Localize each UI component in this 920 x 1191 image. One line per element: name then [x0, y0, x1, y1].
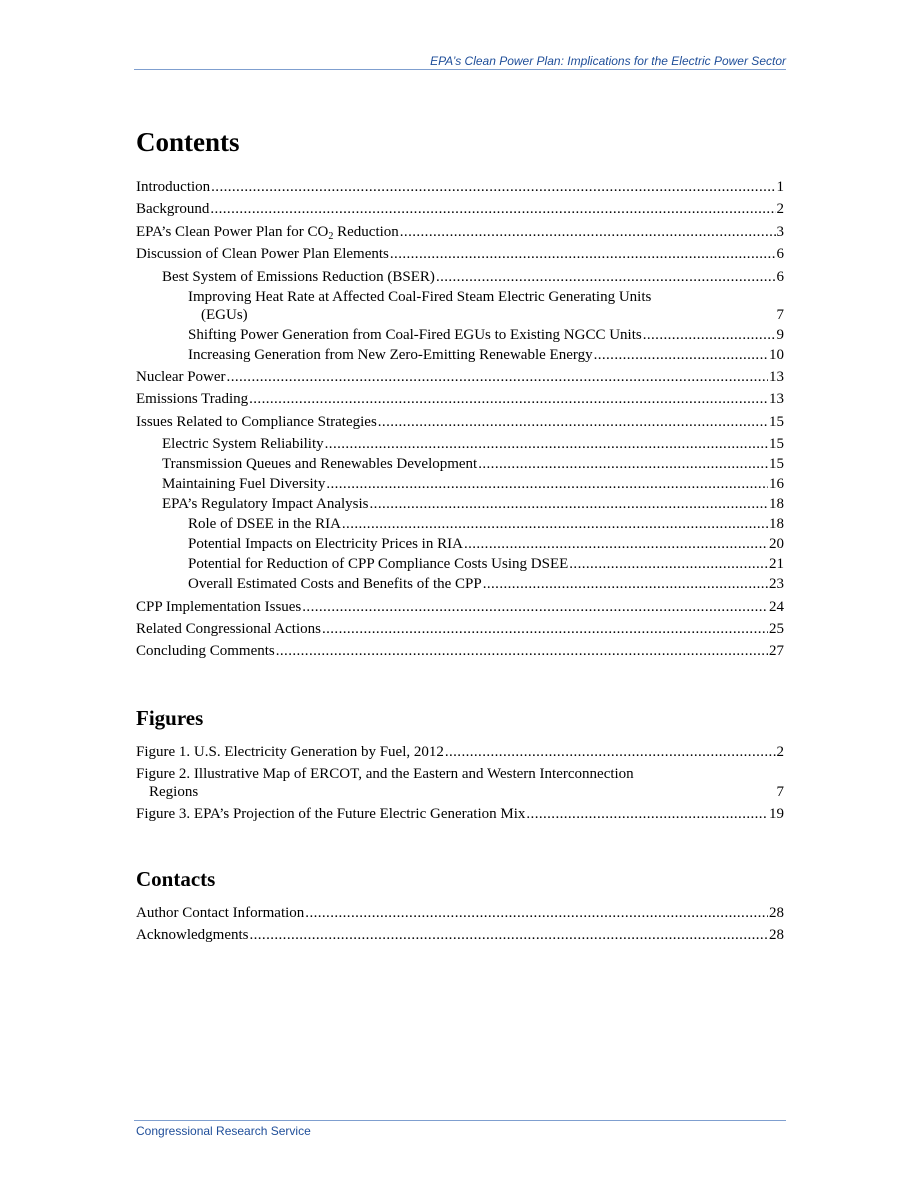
toc-entry-clean-power-plan[interactable]: EPA’s Clean Power Plan for $CO_2$ Reduction ..... 3 — [136, 223, 784, 241]
contents-heading: Contents — [136, 127, 240, 157]
page-content — [136, 122, 784, 949]
contacts-list — [136, 904, 784, 944]
toc-entry-heat-rate[interactable]: Improving Heat Rate at Affected Coal-Fired Steam Electric Generating Units (EGUs) 7 — [188, 288, 784, 323]
toc-entry-implementation-issues[interactable]: CPP Implementation Issues ..... 24 — [136, 598, 784, 616]
figures-heading: Figures — [136, 705, 204, 730]
toc-entry-compliance-issues[interactable]: Issues Related to Compliance Strategies ..... 15 — [136, 413, 784, 431]
toc-entry-compliance-costs[interactable]: Potential for Reduction of CPP Compliance Costs Using DSEE ..... 21 — [188, 555, 784, 573]
contacts-heading: Contacts — [136, 866, 216, 891]
toc-entry-fuel-diversity[interactable]: Maintaining Fuel Diversity ..... 16 — [162, 475, 784, 493]
toc-entry-transmission-queues[interactable]: Transmission Queues and Renewables Development ..... 15 — [162, 455, 784, 473]
toc-entry-nuclear-power[interactable]: Nuclear Power ..... 13 — [136, 368, 784, 386]
toc-entry-shifting-generation[interactable]: Shifting Power Generation from Coal-Fired EGUs to Existing NGCC Units ..... 9 — [188, 326, 784, 344]
toc-entry-regulatory-impact[interactable]: EPA’s Regulatory Impact Analysis ..... 18 — [162, 495, 784, 513]
toc-entry-renewable-energy[interactable]: Increasing Generation from New Zero-Emitting Renewable Energy ..... 10 — [188, 346, 784, 364]
toc-entry-background[interactable]: Background ..... 2 — [136, 200, 784, 218]
toc-entry-bser[interactable]: Best System of Emissions Reduction (BSER) ..... 6 — [162, 268, 784, 286]
running-header: EPA’s Clean Power Plan: Implications for the Electric Power Sector — [430, 54, 786, 68]
toc-entry-introduction[interactable]: Introduction ..... 1 — [136, 178, 784, 196]
contents-list — [136, 178, 784, 660]
toc-entry-acknowledgments[interactable]: Acknowledgments ..... 28 — [136, 926, 784, 944]
footer-organization: Congressional Research Service — [136, 1124, 311, 1138]
toc-entry-congressional-actions[interactable]: Related Congressional Actions ..... 25 — [136, 620, 784, 638]
toc-entry-emissions-trading[interactable]: Emissions Trading ..... 13 — [136, 390, 784, 408]
toc-entry-figure-2[interactable]: Figure 2. Illustrative Map of ERCOT, and the Eastern and Western Interconnection Regions 7 — [136, 766, 784, 801]
toc-entry-reliability[interactable]: Electric System Reliability ..... 15 — [162, 435, 784, 453]
toc-entry-figure-1[interactable]: Figure 1. U.S. Electricity Generation by Fuel, 2012 ..... 2 — [136, 743, 784, 761]
header-rule — [134, 69, 786, 70]
toc-entry-concluding-comments[interactable]: Concluding Comments ..... 27 — [136, 642, 784, 660]
toc-entry-electricity-prices[interactable]: Potential Impacts on Electricity Prices in RIA ..... 20 — [188, 535, 784, 553]
toc-entry-costs-benefits[interactable]: Overall Estimated Costs and Benefits of the CPP ..... 23 — [188, 575, 784, 593]
toc-entry-figure-3[interactable]: Figure 3. EPA’s Projection of the Future Electric Generation Mix ..... 19 — [136, 805, 784, 823]
footer-rule — [134, 1120, 786, 1121]
figures-list — [136, 743, 784, 824]
toc-entry-author-contact[interactable]: Author Contact Information ..... 28 — [136, 904, 784, 922]
toc-entry-role-dsee[interactable]: Role of DSEE in the RIA ..... 18 — [188, 515, 784, 533]
toc-entry-discussion[interactable]: Discussion of Clean Power Plan Elements ..... 6 — [136, 245, 784, 263]
